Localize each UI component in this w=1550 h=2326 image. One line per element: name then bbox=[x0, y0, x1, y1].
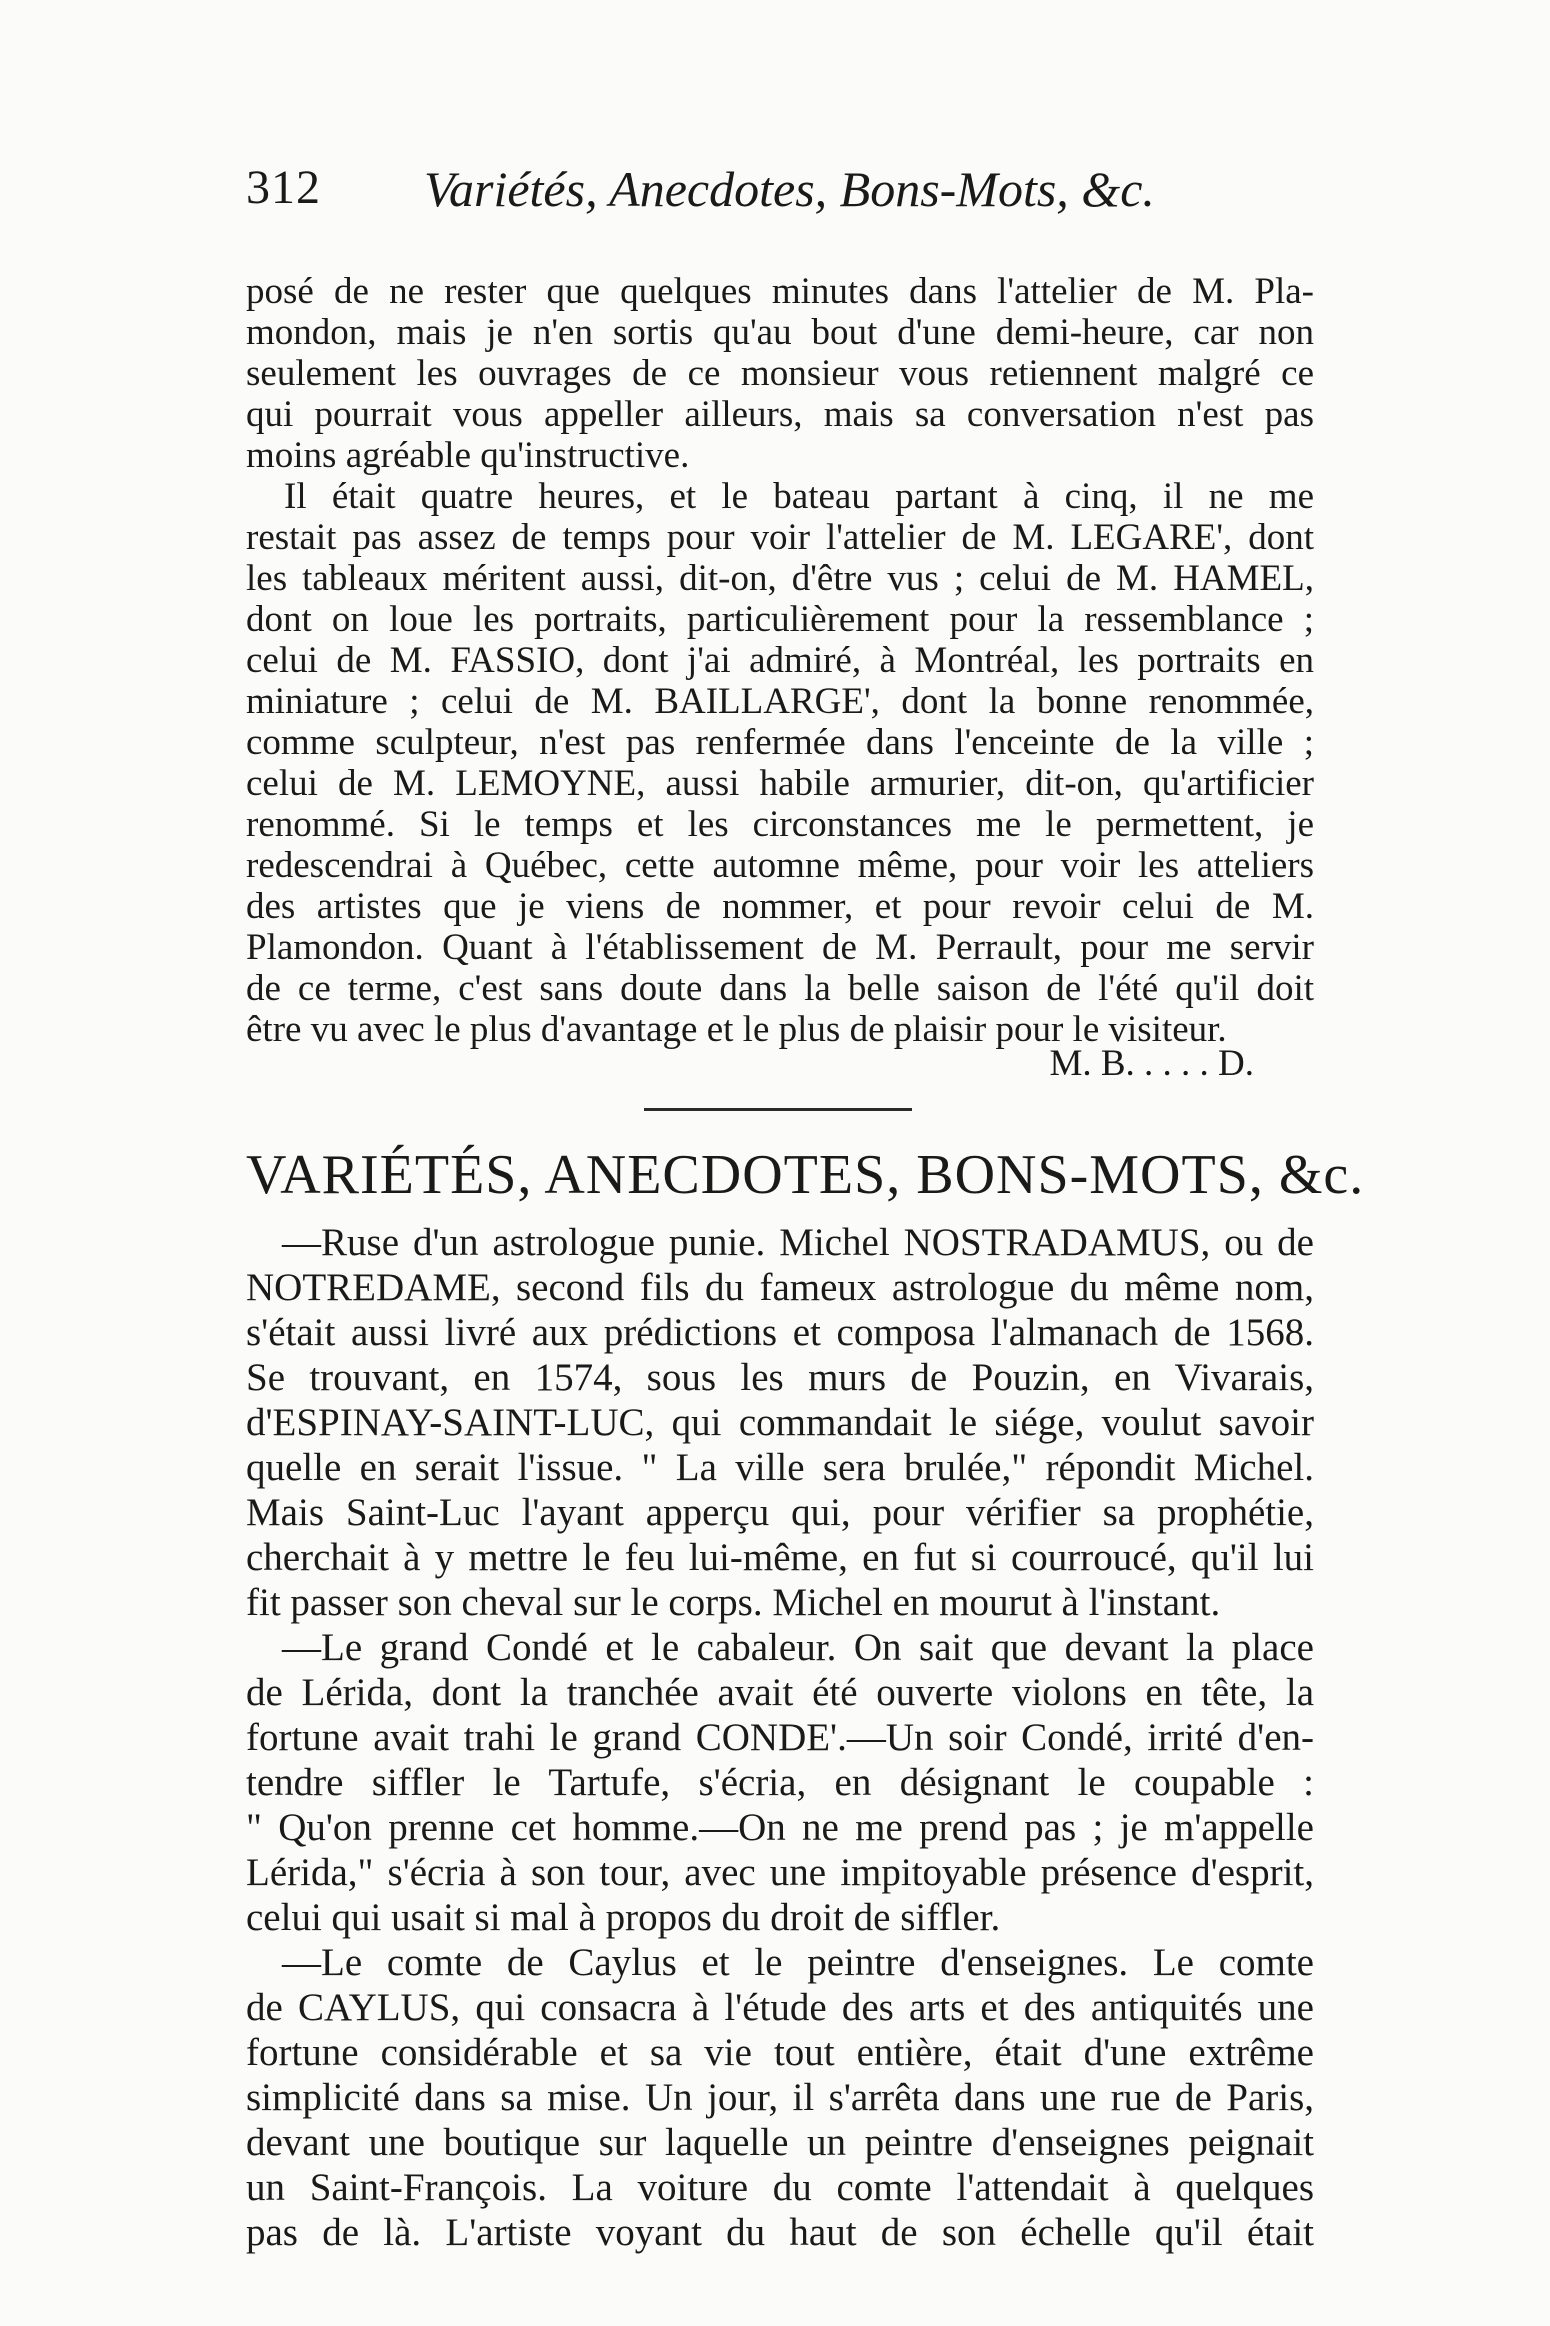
text-line: être vu avec le plus d'avantage et le plus de plaisir pour le visiteur. bbox=[246, 1009, 1227, 1050]
text-line: devant une boutique sur laquelle un peintre d'enseignes peignait bbox=[246, 2121, 1314, 2164]
text-line: fortune avait trahi le grand CONDE'.—Un soir Condé, irrité d'en- bbox=[246, 1716, 1314, 1759]
text-line: simplicité dans sa mise. Un jour, il s'arrêta dans une rue de Paris, bbox=[246, 2076, 1314, 2119]
text-line: posé de ne rester que quelques minutes dans l'attelier de M. Pla- bbox=[246, 271, 1314, 312]
text-line: Il était quatre heures, et le bateau partant à cinq, il ne me bbox=[284, 476, 1314, 517]
text-line: fit passer son cheval sur le corps. Michel en mourut à l'instant. bbox=[246, 1581, 1221, 1624]
text-line: celui de M. LEMOYNE, aussi habile armurier, dit-on, qu'artificier bbox=[246, 763, 1314, 804]
page-header bbox=[246, 150, 1336, 240]
text-line: de ce terme, c'est sans doute dans la belle saison de l'été qu'il doit bbox=[246, 968, 1314, 1009]
text-line: " Qu'on prenne cet homme.—On ne me prend pas ; je m'appelle bbox=[246, 1806, 1314, 1849]
text-line: cherchait à y mettre le feu lui-même, en fut si courroucé, qu'il lui bbox=[246, 1536, 1314, 1579]
text-line: fortune considérable et sa vie tout entière, était d'une extrême bbox=[246, 2031, 1314, 2074]
text-line: —Le grand Condé et le cabaleur. On sait que devant la place bbox=[282, 1626, 1314, 1669]
text-line: tendre siffler le Tartufe, s'écria, en désignant le coupable : bbox=[246, 1761, 1314, 1804]
text-line: les tableaux méritent aussi, dit-on, d'être vus ; celui de M. HAMEL, bbox=[246, 558, 1314, 599]
page-number: 312 bbox=[246, 161, 321, 214]
text-line: s'était aussi livré aux prédictions et composa l'almanach de 1568. bbox=[246, 1311, 1314, 1354]
text-line: —Ruse d'un astrologue punie. Michel NOSTRADAMUS, ou de bbox=[282, 1221, 1314, 1264]
text-line: qui pourrait vous appeller ailleurs, mais sa conversation n'est pas bbox=[246, 394, 1314, 435]
text-line: des artistes que je viens de nommer, et pour revoir celui de M. bbox=[246, 886, 1314, 927]
text-line: un Saint-François. La voiture du comte l'attendait à quelques bbox=[246, 2166, 1314, 2209]
text-line: NOTREDAME, second fils du fameux astrologue du même nom, bbox=[246, 1266, 1314, 1309]
text-line: celui de M. FASSIO, dont j'ai admiré, à Montréal, les portraits en bbox=[246, 640, 1314, 681]
text-line: pas de là. L'artiste voyant du haut de son échelle qu'il était bbox=[246, 2211, 1314, 2254]
signature: M. B. . . . . D. bbox=[1049, 1043, 1254, 1084]
text-line: —Le comte de Caylus et le peintre d'enseignes. Le comte bbox=[282, 1941, 1314, 1984]
text-line: d'ESPINAY-SAINT-LUC, qui commandait le siége, voulut savoir bbox=[246, 1401, 1314, 1444]
text-line: dont on loue les portraits, particulièrement pour la ressemblance ; bbox=[246, 599, 1314, 640]
text-line: Plamondon. Quant à l'établissement de M. Perrault, pour me servir bbox=[246, 927, 1314, 968]
text-line: miniature ; celui de M. BAILLARGE', dont la bonne renommée, bbox=[246, 681, 1314, 722]
text-line: de Lérida, dont la tranchée avait été ouverte violons en tête, la bbox=[246, 1671, 1314, 1714]
running-title: Variétés, Anecdotes, Bons-Mots, &c. bbox=[424, 161, 1155, 217]
text-block-anecdotes bbox=[246, 1220, 1314, 2255]
text-line: moins agréable qu'instructive. bbox=[246, 435, 690, 476]
text-line: Se trouvant, en 1574, sous les murs de Pouzin, en Vivarais, bbox=[246, 1356, 1314, 1399]
text-line: restait pas assez de temps pour voir l'attelier de M. LEGARE', dont bbox=[246, 517, 1314, 558]
section-divider bbox=[644, 1108, 912, 1111]
text-line: comme sculpteur, n'est pas renfermée dans l'enceinte de la ville ; bbox=[246, 722, 1314, 763]
text-line: Mais Saint-Luc l'ayant apperçu qui, pour vérifier sa prophétie, bbox=[246, 1491, 1314, 1534]
section-heading: VARIÉTÉS, ANECDOTES, BONS-MOTS, &c. bbox=[246, 1144, 1365, 1206]
text-line: de CAYLUS, qui consacra à l'étude des arts et des antiquités une bbox=[246, 1986, 1314, 2029]
text-line: renommé. Si le temps et les circonstances me le permettent, je bbox=[246, 804, 1314, 845]
text-line: seulement les ouvrages de ce monsieur vous retiennent malgré ce bbox=[246, 353, 1314, 394]
text-line: mondon, mais je n'en sortis qu'au bout d'une demi-heure, car non bbox=[246, 312, 1314, 353]
text-line: Lérida," s'écria à son tour, avec une impitoyable présence d'esprit, bbox=[246, 1851, 1314, 1894]
text-line: redescendrai à Québec, cette automne même, pour voir les atteliers bbox=[246, 845, 1314, 886]
text-line: celui qui usait si mal à propos du droit de siffler. bbox=[246, 1896, 1001, 1939]
text-block-continuation bbox=[246, 271, 1314, 1050]
text-line: quelle en serait l'issue. " La ville sera brulée," répondit Michel. bbox=[246, 1446, 1314, 1489]
